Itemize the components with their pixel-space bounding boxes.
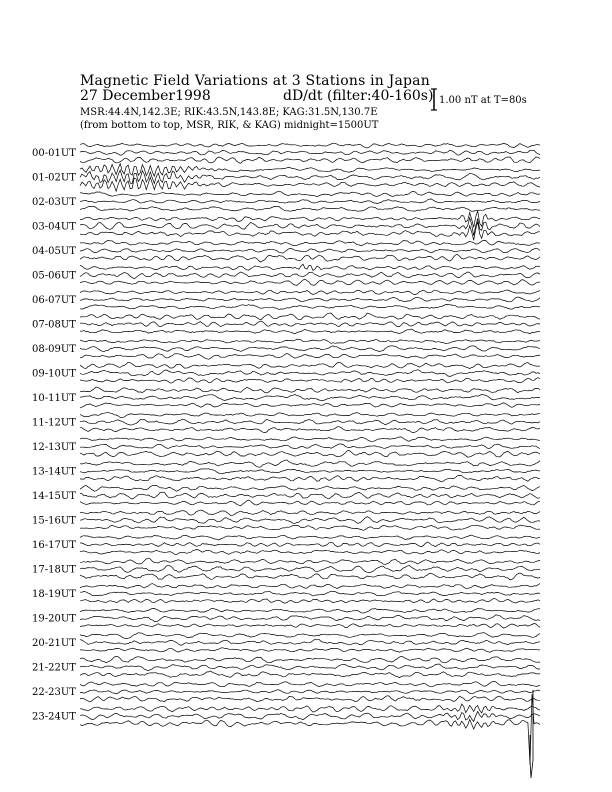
trace-rik bbox=[80, 565, 540, 572]
row-19-20ut bbox=[32, 608, 540, 628]
row-label: 20-21UT bbox=[32, 638, 76, 649]
trace-kag bbox=[80, 211, 540, 227]
trace-rik bbox=[80, 272, 540, 279]
trace-rik bbox=[80, 297, 540, 302]
row-04-05ut bbox=[32, 240, 540, 262]
row-label: 01-02UT bbox=[32, 172, 76, 184]
trace-msr bbox=[80, 549, 540, 554]
trace-rik bbox=[80, 517, 540, 524]
row-13-14ut bbox=[32, 460, 540, 482]
row-label: 10-11UT bbox=[32, 393, 76, 404]
trace-kag bbox=[80, 608, 540, 613]
trace-kag bbox=[80, 656, 540, 662]
quantity-label: dD/dt (filter:40-160s) bbox=[283, 88, 434, 104]
trace-kag bbox=[80, 437, 540, 442]
row-16-17ut bbox=[32, 535, 540, 554]
row-label: 19-20UT bbox=[32, 613, 76, 625]
row-label: 00-01UT bbox=[32, 148, 76, 159]
row-22-23ut bbox=[32, 682, 540, 703]
row-17-18ut bbox=[32, 558, 540, 580]
trace-rik bbox=[80, 615, 540, 622]
row-15-16ut bbox=[32, 510, 540, 530]
row-11-12ut bbox=[32, 412, 540, 433]
station-coordinates: MSR:44.4N,142.3E; RIK:43.5N,143.8E; KAG:31.5N,130.7E bbox=[80, 107, 378, 118]
row-label: 21-22UT bbox=[32, 662, 76, 674]
row-12-13ut bbox=[32, 437, 540, 457]
trace-kag bbox=[80, 584, 540, 589]
row-label: 04-05UT bbox=[32, 246, 76, 257]
trace-kag bbox=[80, 191, 540, 197]
trace-rik bbox=[80, 199, 540, 204]
trace-rik bbox=[80, 394, 540, 400]
trace-rik bbox=[80, 469, 540, 474]
row-label: 22-23UT bbox=[32, 687, 76, 698]
trace-kag bbox=[80, 485, 540, 491]
trace-msr bbox=[80, 500, 540, 506]
trace-msr bbox=[80, 255, 540, 263]
trace-msr bbox=[80, 694, 540, 765]
row-03-04ut bbox=[32, 211, 540, 240]
trace-rik bbox=[80, 370, 540, 377]
row-01-02ut bbox=[32, 164, 540, 192]
trace-rik bbox=[80, 444, 540, 449]
row-21-22ut bbox=[32, 656, 540, 677]
row-label: 12-13UT bbox=[32, 442, 76, 453]
trace-msr bbox=[80, 177, 540, 191]
trace-msr bbox=[80, 427, 540, 433]
chart-title: Magnetic Field Variations at 3 Stations in Japan bbox=[80, 73, 430, 89]
trace-rik bbox=[80, 711, 540, 721]
trace-rik bbox=[80, 591, 540, 596]
row-00-01ut bbox=[32, 143, 540, 163]
trace-kag bbox=[80, 682, 540, 687]
trace-kag bbox=[80, 240, 540, 245]
row-label: 13-14UT bbox=[32, 466, 76, 478]
trace-rik bbox=[80, 419, 540, 425]
trace-msr bbox=[80, 222, 540, 241]
row-07-08ut bbox=[32, 313, 540, 334]
trace-rik bbox=[80, 492, 540, 499]
row-05-06ut bbox=[32, 264, 540, 285]
trace-msr bbox=[80, 451, 540, 458]
trace-msr bbox=[80, 525, 540, 530]
trace-msr bbox=[80, 476, 540, 482]
trace-msr bbox=[80, 157, 540, 163]
row-label: 02-03UT bbox=[32, 197, 76, 208]
trace-kag bbox=[80, 313, 540, 320]
row-02-03ut bbox=[32, 191, 540, 211]
row-label: 16-17UT bbox=[32, 540, 76, 551]
trace-msr bbox=[80, 648, 540, 653]
trace-kag bbox=[80, 290, 540, 295]
row-label: 18-19UT bbox=[32, 589, 76, 600]
station-order-note: (from bottom to top, MSR, RIK, & KAG) midnight=1500UT bbox=[80, 120, 379, 131]
trace-rik bbox=[80, 690, 540, 694]
row-label: 23-24UT bbox=[32, 711, 76, 723]
row-label: 15-16UT bbox=[32, 515, 76, 527]
trace-msr bbox=[80, 624, 540, 629]
trace-msr bbox=[80, 329, 540, 334]
row-label: 09-10UT bbox=[32, 368, 76, 380]
trace-rik bbox=[80, 542, 540, 547]
trace-kag bbox=[80, 633, 540, 639]
trace-kag bbox=[80, 143, 540, 148]
trace-kag bbox=[80, 510, 540, 515]
trace-msr bbox=[80, 378, 540, 383]
row-23-24ut bbox=[32, 694, 540, 765]
row-label: 14-15UT bbox=[32, 491, 76, 502]
trace-kag bbox=[80, 460, 540, 467]
row-08-09ut bbox=[32, 339, 540, 359]
row-label: 06-07UT bbox=[32, 295, 76, 306]
trace-rik bbox=[80, 248, 540, 253]
trace-msr bbox=[80, 403, 540, 408]
trace-rik bbox=[80, 639, 540, 645]
date-label: 27 December1998 bbox=[80, 88, 211, 104]
row-label: 17-18UT bbox=[32, 564, 76, 576]
trace-kag bbox=[80, 704, 540, 713]
scale-label: 1.00 nT at T=80s bbox=[439, 95, 527, 106]
trace-kag bbox=[80, 412, 540, 417]
row-06-07ut bbox=[32, 290, 540, 310]
trace-msr bbox=[80, 279, 540, 285]
trace-msr bbox=[80, 354, 540, 360]
row-label: 08-09UT bbox=[32, 344, 76, 355]
trace-kag bbox=[80, 558, 540, 564]
row-label: 05-06UT bbox=[32, 270, 76, 282]
trace-kag bbox=[80, 164, 540, 177]
trace-rik bbox=[80, 346, 540, 352]
row-label: 07-08UT bbox=[32, 319, 76, 331]
row-10-11ut bbox=[32, 387, 540, 408]
trace-msr bbox=[80, 599, 540, 604]
trace-msr bbox=[80, 696, 540, 702]
row-20-21ut bbox=[32, 633, 540, 653]
trace-kag bbox=[80, 362, 540, 368]
trace-msr bbox=[80, 206, 540, 211]
trace-msr bbox=[80, 671, 540, 678]
row-09-10ut bbox=[32, 362, 540, 383]
trace-rik bbox=[80, 150, 540, 155]
row-14-15ut bbox=[32, 485, 540, 506]
trace-kag bbox=[80, 264, 540, 270]
trace-msr bbox=[80, 573, 540, 580]
row-label: 03-04UT bbox=[32, 221, 76, 233]
trace-kag bbox=[80, 387, 540, 393]
trace-kag bbox=[80, 535, 540, 540]
row-label: 11-12UT bbox=[32, 417, 76, 429]
row-18-19ut bbox=[32, 584, 540, 604]
trace-rik bbox=[80, 664, 540, 671]
trace-msr bbox=[80, 304, 540, 309]
trace-rik bbox=[80, 321, 540, 326]
trace-kag bbox=[80, 339, 540, 344]
